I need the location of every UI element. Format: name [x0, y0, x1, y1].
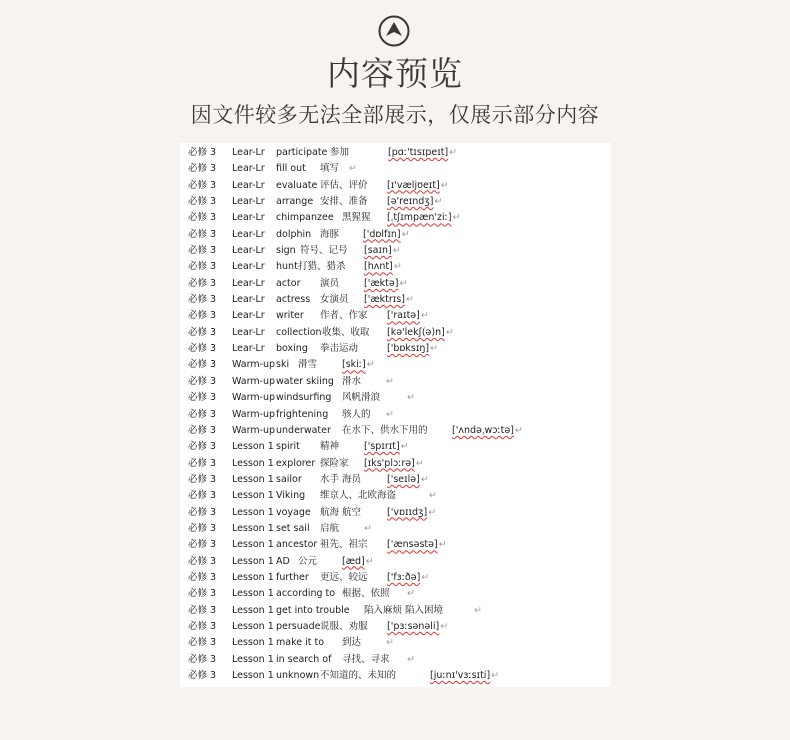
- word-text: ski: [276, 359, 290, 371]
- meaning-text: 参加: [330, 147, 350, 158]
- book-label: 必修 3: [188, 408, 217, 420]
- paragraph-mark-icon: ↵: [440, 179, 449, 191]
- phonetic-text: [387, 537, 447, 553]
- word-text: AD: [276, 555, 290, 567]
- list-item: [180, 635, 611, 651]
- book-label: 必修 3: [188, 359, 217, 371]
- word-text: frightening: [276, 408, 329, 420]
- meaning-text: 滑水: [342, 375, 362, 387]
- list-item: [180, 456, 611, 472]
- meaning-text: 风帆滑浪: [342, 392, 381, 404]
- paragraph-mark-icon: ↵: [407, 392, 415, 404]
- paragraph-mark-icon: ↵: [434, 196, 443, 208]
- paragraph-mark-icon: ↵: [392, 245, 401, 257]
- paragraph-mark-icon: ↵: [364, 522, 372, 534]
- list-item: [180, 325, 611, 341]
- book-label: 必修 3: [188, 294, 217, 306]
- paragraph-mark-icon: ↵: [514, 424, 523, 436]
- phonetic-value: [saɪn]: [364, 245, 392, 257]
- phonetic-text: [406, 390, 415, 406]
- book-label: 必修 3: [188, 179, 217, 191]
- word-text: boxing: [276, 343, 308, 355]
- meaning-text: 更远、较远: [320, 571, 368, 583]
- unit-label: Lesson 1: [232, 473, 274, 485]
- list-item: [180, 276, 611, 292]
- word-text: persuade: [276, 620, 321, 632]
- phonetic-text: [387, 570, 429, 586]
- phonetic-value: ['æktrɪs]: [364, 294, 405, 306]
- meaning-text: 滑雪: [298, 359, 318, 371]
- phonetic-text: [363, 227, 410, 243]
- list-item: [180, 161, 611, 177]
- phonetic-value: [pɑː'tɪsɪpeɪt]: [388, 147, 449, 158]
- phonetic-text: [406, 652, 415, 668]
- phonetic-text: [387, 341, 438, 357]
- word-text: unknown: [276, 670, 320, 681]
- word-text: sign: [276, 245, 296, 257]
- phonetic-text: [348, 161, 357, 177]
- word-text: writer: [276, 310, 304, 322]
- phonetic-text: [364, 439, 409, 455]
- phonetic-text: [387, 325, 454, 341]
- unit-label: Lesson 1: [232, 539, 274, 551]
- unit-label: Lear-Lr: [232, 310, 265, 322]
- unit-label: Lear-Lr: [232, 196, 265, 208]
- meaning-text: 航海 航空: [320, 506, 362, 518]
- list-item: [180, 521, 611, 537]
- unit-label: Lear-Lr: [232, 212, 265, 224]
- list-item: [180, 243, 611, 259]
- paragraph-mark-icon: ↵: [438, 539, 447, 551]
- phonetic-text: [385, 407, 394, 423]
- paragraph-mark-icon: ↵: [366, 359, 375, 371]
- list-item: [180, 210, 611, 226]
- word-text: ancestor: [276, 539, 318, 551]
- phonetic-value: [hʌnt]: [364, 261, 393, 273]
- unit-label: Lear-Lr: [232, 228, 265, 240]
- meaning-text: 根据、依照: [342, 588, 390, 600]
- unit-label: Lear-Lr: [232, 294, 265, 306]
- book-label: 必修 3: [188, 571, 217, 583]
- unit-label: Lesson 1: [232, 670, 274, 681]
- paragraph-mark-icon: ↵: [445, 326, 454, 338]
- phonetic-text: [387, 210, 461, 226]
- phonetic-value: ['ænsəstə]: [387, 539, 438, 551]
- meaning-text: 说服、劝服: [320, 620, 368, 632]
- phonetic-value: [skiː]: [342, 359, 366, 371]
- meaning-text: 祖先、祖宗: [320, 539, 368, 551]
- list-item: [180, 505, 611, 521]
- unit-label: Lear-Lr: [232, 163, 265, 175]
- phonetic-value: ['ʌndəˌwɔːtə]: [452, 424, 514, 436]
- list-item: [180, 308, 611, 324]
- phonetic-value: ['spɪrɪt]: [364, 441, 400, 453]
- phonetic-value: [æd]: [342, 555, 365, 567]
- meaning-text: 打猎、猎杀: [298, 261, 346, 273]
- word-text: water skiing: [276, 375, 334, 387]
- word-text: chimpanzee: [276, 212, 334, 224]
- list-item: [180, 227, 611, 243]
- paragraph-mark-icon: ↵: [428, 506, 437, 518]
- meaning-text: 启航: [320, 522, 340, 534]
- book-label: 必修 3: [188, 588, 217, 600]
- unit-label: Warm-up: [232, 359, 276, 371]
- meaning-text: 海豚: [320, 228, 340, 240]
- book-label: 必修 3: [188, 245, 217, 257]
- word-text: windsurfing: [276, 392, 332, 404]
- book-label: 必修 3: [188, 441, 217, 453]
- paragraph-mark-icon: ↵: [474, 604, 482, 616]
- word-text: get into trouble: [276, 604, 350, 616]
- paragraph-mark-icon: ↵: [386, 375, 394, 387]
- phonetic-text: [452, 423, 523, 439]
- word-text: further: [276, 571, 309, 583]
- word-text: actor: [276, 277, 301, 289]
- unit-label: Lesson 1: [232, 555, 274, 567]
- book-label: 必修 3: [188, 637, 217, 649]
- book-label: 必修 3: [188, 539, 217, 551]
- unit-label: Warm-up: [232, 408, 276, 420]
- paragraph-mark-icon: ↵: [429, 490, 437, 502]
- paragraph-mark-icon: ↵: [405, 294, 414, 306]
- word-text: underwater: [276, 424, 331, 436]
- paragraph-mark-icon: ↵: [415, 457, 424, 469]
- unit-label: Lear-Lr: [232, 147, 265, 158]
- phonetic-value: ['raɪtə]: [387, 310, 420, 322]
- list-item: [180, 472, 611, 488]
- list-item: [180, 341, 611, 357]
- book-label: 必修 3: [188, 424, 217, 436]
- paragraph-mark-icon: ↵: [386, 408, 394, 420]
- phonetic-text: [387, 472, 429, 488]
- list-item: [180, 619, 611, 635]
- list-item: [180, 292, 611, 308]
- meaning-text: 拳击运动: [320, 343, 359, 355]
- paragraph-mark-icon: ↵: [491, 670, 500, 681]
- vocabulary-list: [180, 145, 611, 684]
- list-item: [180, 668, 611, 684]
- phonetic-value: [ˌtʃɪmpæn'ziː]: [387, 212, 452, 224]
- phonetic-text: [387, 619, 448, 635]
- page-subtitle: 因文件较多无法全部展示，仅展示部分内容: [190, 103, 600, 127]
- unit-label: Lesson 1: [232, 604, 274, 616]
- unit-label: Lesson 1: [232, 653, 274, 665]
- phonetic-value: ['vɒɪɪdʒ]: [387, 506, 428, 518]
- list-item: [180, 488, 611, 504]
- book-label: 必修 3: [188, 490, 217, 502]
- unit-label: Lear-Lr: [232, 277, 265, 289]
- meaning-text: 公元: [298, 555, 318, 567]
- paragraph-mark-icon: ↵: [420, 473, 429, 485]
- unit-label: Warm-up: [232, 392, 276, 404]
- book-label: 必修 3: [188, 522, 217, 534]
- document-preview: [180, 143, 611, 687]
- phonetic-text: [363, 521, 372, 537]
- word-text: voyage: [276, 506, 311, 518]
- page-title: 内容预览: [327, 54, 463, 93]
- unit-label: Lesson 1: [232, 490, 274, 502]
- meaning-text: 填写: [320, 163, 340, 175]
- meaning-text: 女演员: [320, 294, 349, 306]
- word-text: collection: [276, 326, 322, 338]
- book-label: 必修 3: [188, 375, 217, 387]
- paragraph-mark-icon: ↵: [401, 228, 410, 240]
- word-text: fill out: [276, 163, 306, 175]
- list-item: [180, 194, 611, 210]
- paragraph-mark-icon: ↵: [449, 147, 458, 158]
- meaning-text: 维京人、北欧海盗: [320, 490, 397, 502]
- meaning-text: 作者、作家: [320, 310, 368, 322]
- meaning-text: 到达: [342, 637, 362, 649]
- paragraph-mark-icon: ↵: [349, 163, 357, 175]
- book-label: 必修 3: [188, 310, 217, 322]
- list-item: [180, 652, 611, 668]
- phonetic-value: [ɪ'væljʊeɪt]: [387, 179, 440, 191]
- word-text: sailor: [276, 473, 302, 485]
- meaning-text: 符号、记号: [300, 245, 348, 257]
- up-arrow-circle-icon: [378, 15, 410, 47]
- phonetic-text: [364, 259, 402, 275]
- meaning-text: 收集、收取: [322, 326, 370, 338]
- meaning-text: 水手 海员: [320, 473, 362, 485]
- phonetic-value: ['seɪlə]: [387, 473, 420, 485]
- phonetic-text: [364, 243, 401, 259]
- unit-label: Lear-Lr: [232, 343, 265, 355]
- unit-label: Warm-up: [232, 424, 276, 436]
- phonetic-text: [342, 554, 374, 570]
- unit-label: Lesson 1: [232, 588, 274, 600]
- phonetic-text: [406, 586, 415, 602]
- word-text: make it to: [276, 637, 325, 649]
- phonetic-value: ['dɒlfɪn]: [363, 228, 401, 240]
- list-item: [180, 554, 611, 570]
- book-label: 必修 3: [188, 670, 217, 681]
- word-text: Viking: [276, 490, 306, 502]
- paragraph-mark-icon: ↵: [399, 277, 408, 289]
- phonetic-text: [387, 308, 429, 324]
- list-item: [180, 586, 611, 602]
- phonetic-text: [428, 488, 437, 504]
- meaning-text: 骇人的: [342, 408, 371, 420]
- word-text: set sail: [276, 522, 310, 534]
- book-label: 必修 3: [188, 392, 217, 404]
- word-text: participate: [276, 147, 328, 158]
- list-item: [180, 390, 611, 406]
- book-label: 必修 3: [188, 604, 217, 616]
- unit-label: Lesson 1: [232, 571, 274, 583]
- phonetic-text: [387, 194, 442, 210]
- unit-label: Lesson 1: [232, 637, 274, 649]
- phonetic-value: [ɪks'plɔːrə]: [364, 457, 415, 469]
- paragraph-mark-icon: ↵: [420, 310, 429, 322]
- meaning-text: 黑猩猩: [342, 212, 371, 224]
- meaning-text: 安排、准备: [320, 196, 368, 208]
- list-item: [180, 357, 611, 373]
- book-label: 必修 3: [188, 343, 217, 355]
- meaning-text: 探险家: [320, 457, 349, 469]
- list-item: [180, 178, 611, 194]
- unit-label: Lear-Lr: [232, 179, 265, 191]
- phonetic-text: [387, 505, 436, 521]
- phonetic-text: [364, 292, 414, 308]
- phonetic-text: [430, 668, 499, 684]
- phonetic-value: [ə'reɪndʒ]: [387, 196, 434, 208]
- phonetic-text: [364, 456, 424, 472]
- unit-label: Warm-up: [232, 375, 276, 387]
- list-item: [180, 439, 611, 455]
- book-label: 必修 3: [188, 147, 217, 158]
- book-label: 必修 3: [188, 653, 217, 665]
- paragraph-mark-icon: ↵: [365, 555, 374, 567]
- meaning-text: 陷入麻烦 陷入困境: [364, 604, 444, 616]
- list-item: [180, 374, 611, 390]
- paragraph-mark-icon: ↵: [421, 571, 430, 583]
- book-label: 必修 3: [188, 620, 217, 632]
- meaning-text: 精神: [320, 441, 340, 453]
- phonetic-value: [juːnɪ'vɜːsɪti]: [430, 670, 491, 681]
- phonetic-text: [388, 145, 457, 161]
- phonetic-value: [kə'lekʃ(ə)n]: [387, 326, 445, 338]
- phonetic-text: [387, 178, 449, 194]
- book-label: 必修 3: [188, 228, 217, 240]
- meaning-text: 寻找、寻求: [342, 653, 390, 665]
- word-text: in search of: [276, 653, 332, 665]
- unit-label: Lear-Lr: [232, 326, 265, 338]
- word-text: dolphin: [276, 228, 312, 240]
- phonetic-value: ['pɜːsənəli]: [387, 620, 440, 632]
- unit-label: Lear-Lr: [232, 261, 265, 273]
- phonetic-value: ['fɜːðə]: [387, 571, 421, 583]
- phonetic-text: [385, 635, 394, 651]
- book-label: 必修 3: [188, 506, 217, 518]
- paragraph-mark-icon: ↵: [452, 212, 461, 224]
- paragraph-mark-icon: ↵: [407, 588, 415, 600]
- book-label: 必修 3: [188, 326, 217, 338]
- book-label: 必修 3: [188, 473, 217, 485]
- unit-label: Lesson 1: [232, 620, 274, 632]
- unit-label: Lesson 1: [232, 441, 274, 453]
- list-item: [180, 145, 611, 161]
- paragraph-mark-icon: ↵: [393, 261, 402, 273]
- word-text: arrange: [276, 196, 314, 208]
- phonetic-text: [364, 276, 407, 292]
- word-text: hunt: [276, 261, 298, 273]
- book-label: 必修 3: [188, 212, 217, 224]
- phonetic-value: ['bɒksɪŋ]: [387, 343, 430, 355]
- list-item: [180, 570, 611, 586]
- paragraph-mark-icon: ↵: [400, 441, 409, 453]
- phonetic-text: [342, 357, 375, 373]
- unit-label: Lear-Lr: [232, 245, 265, 257]
- phonetic-value: ['æktə]: [364, 277, 399, 289]
- list-item: [180, 537, 611, 553]
- meaning-text: 在水下、供水下用的: [342, 424, 428, 436]
- list-item: [180, 407, 611, 423]
- meaning-text: 不知道的、未知的: [320, 670, 397, 681]
- meaning-text: 演员: [320, 277, 340, 289]
- phonetic-text: [473, 603, 482, 619]
- unit-label: Lesson 1: [232, 506, 274, 518]
- list-item: [180, 259, 611, 275]
- book-label: 必修 3: [188, 555, 217, 567]
- paragraph-mark-icon: ↵: [407, 653, 415, 665]
- book-label: 必修 3: [188, 163, 217, 175]
- paragraph-mark-icon: ↵: [430, 343, 439, 355]
- word-text: actress: [276, 294, 311, 306]
- list-item: [180, 603, 611, 619]
- word-text: spirit: [276, 441, 300, 453]
- paragraph-mark-icon: ↵: [440, 620, 449, 632]
- book-label: 必修 3: [188, 261, 217, 273]
- unit-label: Lesson 1: [232, 457, 274, 469]
- book-label: 必修 3: [188, 457, 217, 469]
- book-label: 必修 3: [188, 277, 217, 289]
- word-text: evaluate: [276, 179, 318, 191]
- word-text: explorer: [276, 457, 316, 469]
- word-text: according to: [276, 588, 336, 600]
- meaning-text: 评估、评价: [320, 179, 368, 191]
- list-item: [180, 423, 611, 439]
- phonetic-text: [385, 374, 394, 390]
- book-label: 必修 3: [188, 196, 217, 208]
- paragraph-mark-icon: ↵: [386, 637, 394, 649]
- unit-label: Lesson 1: [232, 522, 274, 534]
